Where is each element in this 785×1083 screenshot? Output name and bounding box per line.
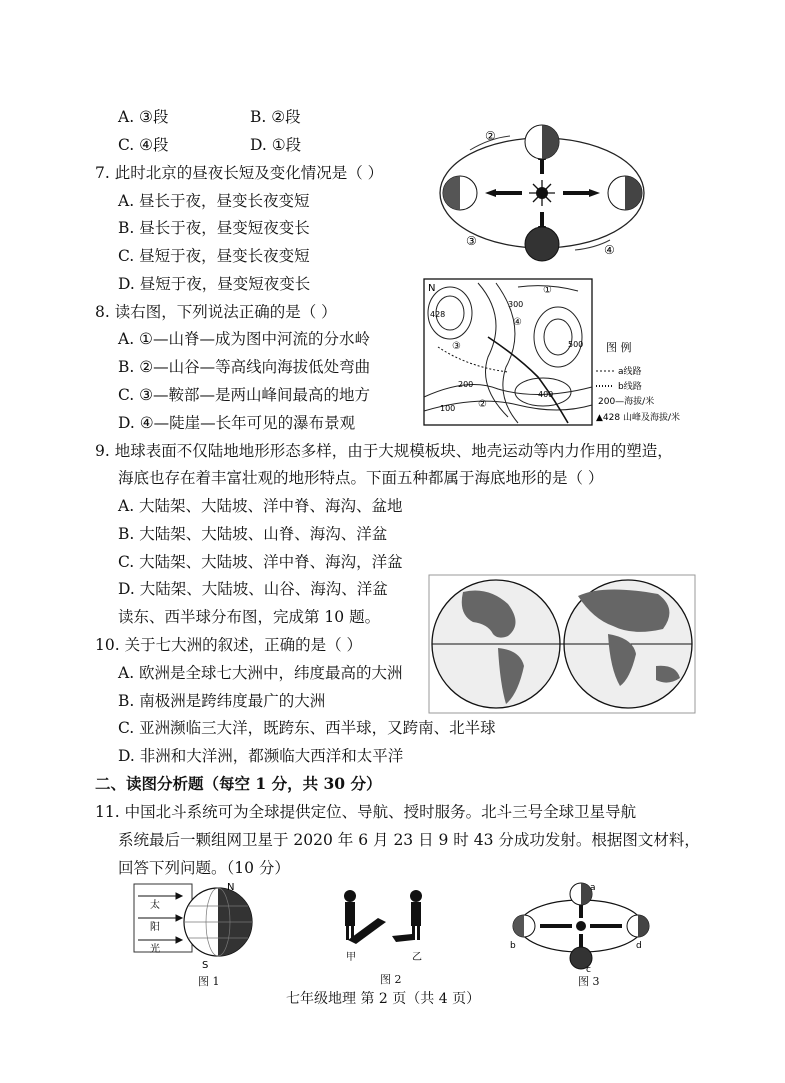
q9-option-c: C. 大陆架、大陆坡、洋中脊、海沟，洋盆 (118, 553, 403, 571)
sunlight-char-3: 光 (150, 944, 160, 955)
legend-contour: 200—海拔/米 (598, 397, 655, 407)
q7-stem: 7. 此时北京的昼夜长短及变化情况是（ ） (95, 164, 384, 182)
q10-option-a: A. 欧洲是全球七大洲中，纬度最高的大洲 (118, 664, 403, 682)
legend-route-b: b线路 (618, 382, 642, 392)
figure-1-caption: 图 1 (198, 975, 220, 988)
hemispheres-figure (428, 574, 696, 714)
q10-stem: 10. 关于七大洲的叙述，正确的是（ ） (95, 636, 363, 654)
q7-option-d: D. 昼短于夜，昼变短夜变长 (118, 275, 311, 293)
q6-option-b: B. ②段 (250, 108, 301, 126)
fig3-label-d: d (636, 941, 642, 951)
fig3-label-b: b (510, 941, 516, 951)
q9-stem-line1: 9. 地球表面不仅陆地地形形态多样，由于大规模板块、地壳运动等内力作用的塑造， (95, 442, 673, 460)
height-300: 300 (508, 300, 524, 309)
orbit-label-2: ② (485, 129, 496, 143)
legend-route-a: a线路 (618, 367, 642, 377)
contour-map-figure (418, 277, 698, 427)
figure-3-caption: 图 3 (578, 975, 600, 988)
height-500: 500 (568, 340, 584, 349)
q10-option-d: D. 非洲和大洋洲，都濒临大西洋和太平洋 (118, 747, 404, 765)
q10-intro: 读东、西半球分布图，完成第 10 题。 (118, 608, 381, 626)
q8-option-c: C. ③—鞍部—是两山峰间最高的地方 (118, 386, 371, 404)
q9-stem-line2: 海底也存在着丰富壮观的地形特点。下面五种都属于海底地形的是（ ） (118, 469, 604, 487)
height-100: 100 (440, 404, 456, 413)
fig1-north: N (227, 882, 235, 893)
page-footer: 七年级地理 第 2 页（共 4 页） (286, 991, 481, 1007)
section-2-heading: 二、读图分析题（每空 1 分，共 30 分） (95, 774, 382, 793)
figure-2-shadows (330, 882, 434, 966)
fig3-label-c: c (586, 965, 591, 974)
earth-orbit-figure (430, 120, 655, 265)
fig1-south: S (202, 960, 209, 971)
figure-3-orbit (506, 880, 656, 974)
height-400: 400 (538, 390, 554, 399)
sunlight-char-2: 阳 (150, 922, 160, 933)
q11-line3: 回答下列问题。（10 分） (118, 859, 290, 877)
north-arrow: N (428, 283, 436, 294)
q10-option-b: B. 南极洲是跨纬度最广的大洲 (118, 692, 326, 710)
q6-option-a: A. ③段 (118, 108, 169, 126)
q10-option-c: C. 亚洲濒临三大洋，既跨东、西半球，又跨南、北半球 (118, 719, 496, 737)
contour-mark-3: ③ (452, 341, 461, 352)
q8-stem: 8. 读右图，下列说法正确的是（ ） (95, 303, 337, 321)
q11-line1: 11. 中国北斗系统可为全球提供定位、导航、授时服务。北斗三号全球卫星导航 (95, 803, 637, 821)
orbit-label-3: ③ (466, 234, 477, 248)
q7-option-b: B. 昼长于夜，昼变短夜变长 (118, 219, 310, 237)
q9-option-b: B. 大陆架、大陆坡、山脊、海沟、洋盆 (118, 525, 388, 543)
q6-option-c: C. ④段 (118, 136, 169, 154)
figure-1-sunlight (132, 880, 277, 972)
q9-option-a: A. 大陆架、大陆坡、洋中脊、海沟、盆地 (118, 497, 403, 515)
fig2-label-yi: 乙 (412, 952, 422, 963)
sunlight-char-1: 太 (150, 900, 160, 911)
fig2-label-jia: 甲 (346, 952, 356, 963)
q8-option-d: D. ④—陡崖—长年可见的瀑布景观 (118, 414, 356, 432)
q6-option-d: D. ①段 (250, 136, 302, 154)
q7-option-a: A. 昼长于夜，昼变长夜变短 (118, 192, 310, 210)
fig3-label-a: a (590, 883, 596, 893)
orbit-label-4: ④ (604, 243, 615, 257)
contour-mark-4: ④ (513, 317, 522, 328)
figure-2-caption: 图 2 (380, 973, 402, 986)
height-200: 200 (458, 380, 474, 389)
contour-mark-2: ② (478, 399, 487, 410)
height-428: 428 (430, 310, 446, 319)
q8-option-b: B. ②—山谷—等高线向海拔低处弯曲 (118, 358, 371, 376)
q11-line2: 系统最后一颗组网卫星于 2020 年 6 月 23 日 9 时 43 分成功发射。根据图文材料， (118, 831, 700, 849)
legend-peak: ▲428 山峰及海拔/米 (596, 413, 680, 423)
q9-option-d: D. 大陆架、大陆坡、山谷、海沟、洋盆 (118, 580, 388, 598)
q7-option-c: C. 昼短于夜，昼变长夜变短 (118, 247, 310, 265)
q8-option-a: A. ①—山脊—成为图中河流的分水岭 (118, 330, 370, 348)
legend-title: 图 例 (606, 341, 632, 354)
contour-mark-1: ① (543, 285, 552, 296)
